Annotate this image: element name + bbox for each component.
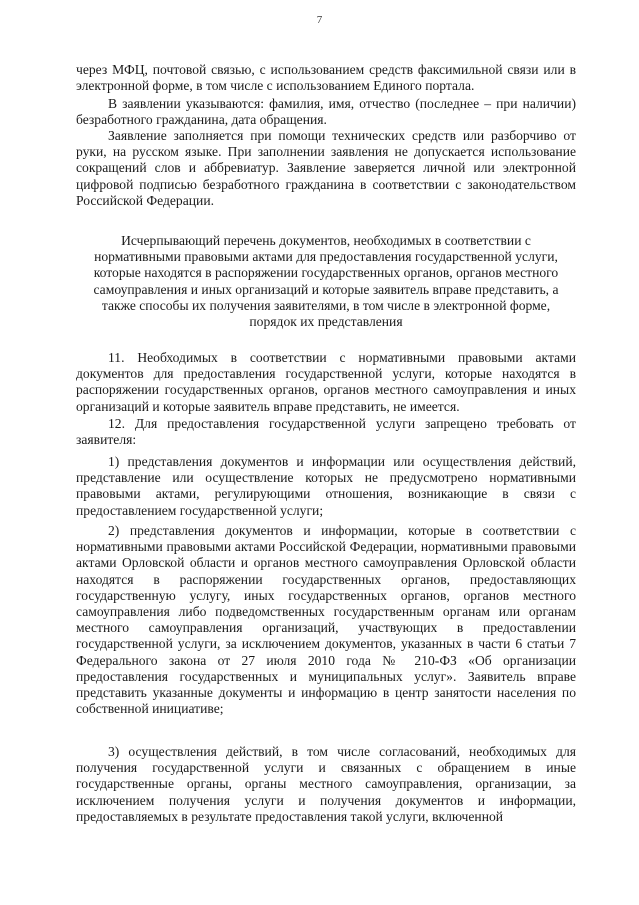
list-item-text: 2) представления документов и информации, которые в соответствии с нормативными правовыми актами Российской Федерации, нормативными правовыми актами Орловской области и органов местного самоуправления Орловской области находятся в распоряжении государственных органов, предоставляющих государственную услугу, иных государственных органов, органов местного самоуправления либо подведомственных государственным органам или органам местного самоуправления организаций, участвующих в предоставлении государственной услуги, за исключением документов, указанных в части 6 статьи 7 Федерального закона от 27 июля 2010 года № 210-ФЗ «Об организации предоставления государственных и муниципальных услуг». Заявитель вправе представить указанные документы и информацию в центр занятости населения по собственной инициативе; (76, 523, 576, 717)
list-item-text: 3) осуществления действий, в том числе согласований, необходимых для получения государственной услуги и связанных с обращением в иные государственные органы, органы местного самоуправления, организации, за исключением получения услуги и получения документов и информации, предоставляемых в результате предоставления такой услуги, включенной (76, 744, 576, 824)
paragraph-12 (76, 416, 576, 448)
paragraph-11 (76, 350, 576, 415)
paragraph-text: 11. Необходимых в соответствии с нормативными правовыми актами документов для предоставления государственной услуги, которые находятся в распоряжении государственных органов, органов местного самоуправления и иных организаций и которые заявитель вправе представить, не имеется. (76, 350, 576, 414)
paragraph-application-contents (76, 96, 576, 128)
paragraph-text: В заявлении указываются: фамилия, имя, отчество (последнее – при наличии) безработного гражданина, дата обращения. (76, 96, 576, 128)
page-number: 7 (316, 14, 323, 26)
paragraph-submission-methods (76, 62, 576, 94)
list-item-1 (76, 454, 576, 519)
list-item-3 (76, 744, 576, 825)
list-item-2 (76, 523, 576, 717)
paragraph-text: через МФЦ, почтовой связью, с использованием средств факсимильной связи или в электронной форме, в том числе с использованием Единого портала. (76, 62, 576, 94)
paragraph-text: Заявление заполняется при помощи технических средств или разборчиво от руки, на русском языке. При заполнении заявления не допускается использование сокращений слов и аббревиатур. Заявление заверяется личной или электронной цифровой подписью безработного гражданина в соответствии с законодательством Российской Федерации. (76, 128, 576, 208)
section-heading (78, 233, 574, 330)
heading-text: Исчерпывающий перечень документов, необходимых в соответствии с нормативными правовыми актами для предоставления государственной услуги, которые находятся в распоряжении государственных органов, органов местного самоуправления и иных организаций и которые заявитель вправе представить, а также способы их получения заявителями, в том числе в электронной форме, порядок их представления (93, 233, 559, 330)
paragraph-application-filling (76, 128, 576, 209)
list-item-text: 1) представления документов и информации или осуществления действий, представление или осуществление которых не предусмотрено нормативными правовыми актами, регулирующими отношения, возникающие в связи с предоставлением государственной услуги; (76, 454, 576, 518)
paragraph-text: 12. Для предоставления государственной услуги запрещено требовать от заявителя: (76, 416, 576, 448)
